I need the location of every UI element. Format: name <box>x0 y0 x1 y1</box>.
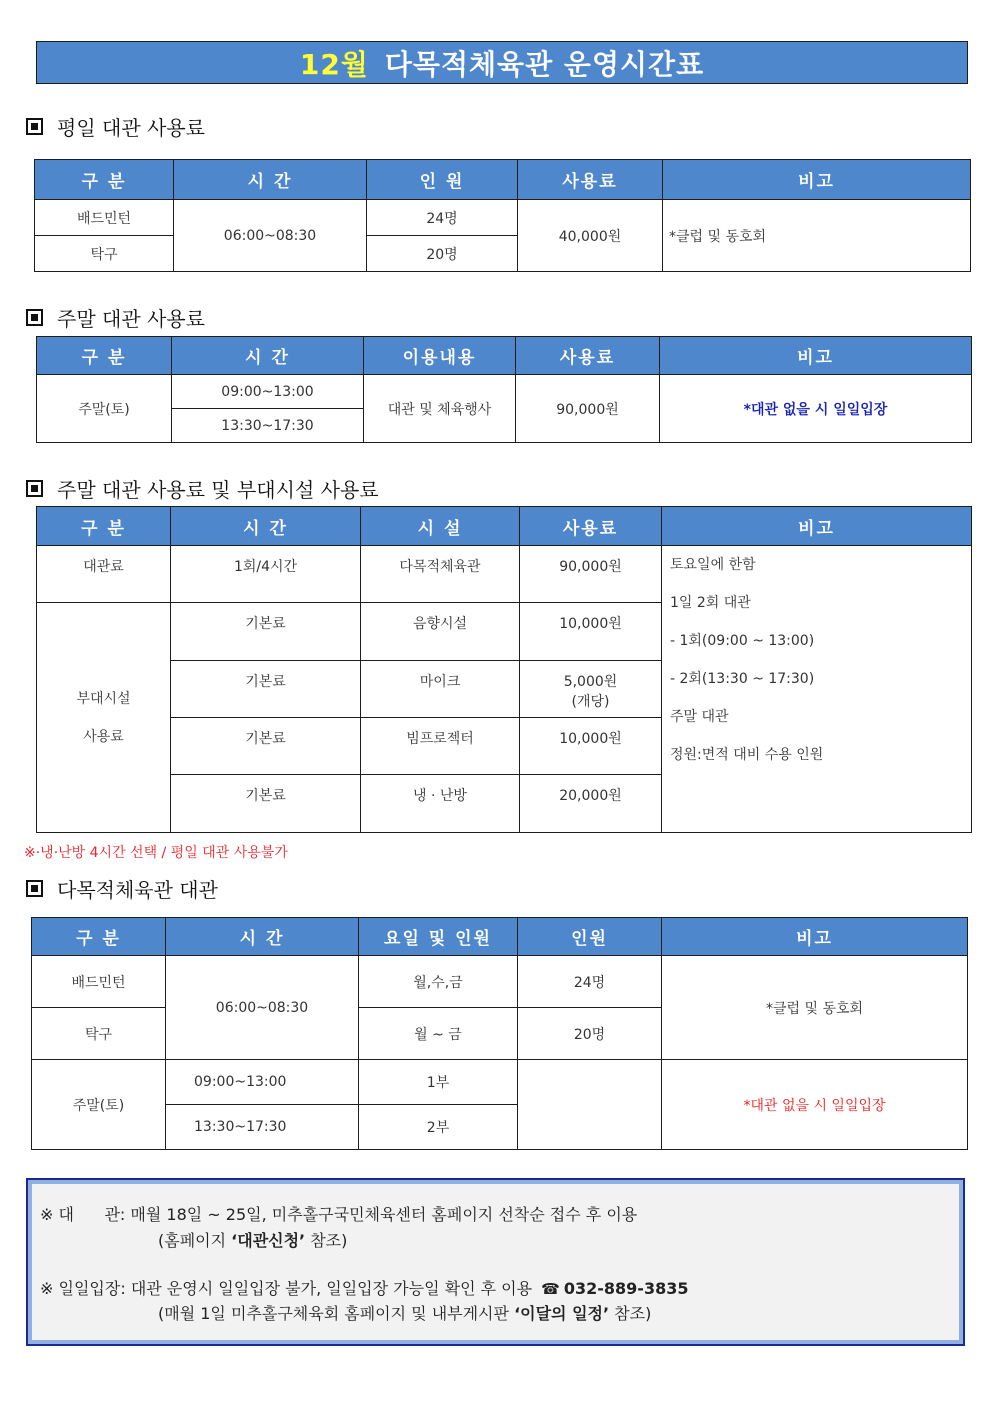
note-text: 대관 운영시 일일입장 불가, 일일입장 가능일 확인 후 이용 <box>130 1279 533 1298</box>
remark-line: 토요일에 한함 <box>670 557 756 573</box>
cell-remark <box>662 546 972 833</box>
header-people: 인원 <box>518 918 662 956</box>
cell-people: 20명 <box>367 236 518 272</box>
cell-category: 대관료 <box>37 546 171 603</box>
square-bullet-icon <box>26 309 43 326</box>
cell-category: 주말(토) <box>37 375 172 443</box>
cell-time: 13:30~17:30 <box>172 409 364 443</box>
cell-fee: 20,000원 <box>520 775 662 833</box>
header-remark: 비고 <box>662 918 968 956</box>
section-heading-weekday <box>26 112 205 141</box>
cell-time: 09:00~13:00 <box>166 1060 359 1105</box>
header-category: 구 분 <box>37 337 172 375</box>
cell-time: 06:00~08:30 <box>174 200 367 272</box>
title-text: 다목적체육관 운영시간표 <box>384 47 705 81</box>
note-daily <box>40 1276 688 1299</box>
cell-part: 1부 <box>359 1060 518 1105</box>
table-row <box>32 1060 968 1105</box>
heading-text: 평일 대관 사용료 <box>57 116 205 140</box>
note-rental <box>40 1202 637 1225</box>
header-days: 요일 및 인원 <box>359 918 518 956</box>
header-fee: 사용료 <box>518 160 663 200</box>
header-facility: 시 설 <box>361 507 520 546</box>
remark-line: - 1회(09:00 ~ 13:00) <box>670 633 815 649</box>
remark-line: - 2회(13:30 ~ 17:30) <box>670 671 815 687</box>
cell-fee: 10,000원 <box>520 718 662 775</box>
title-month: 12월 <box>299 47 369 81</box>
square-bullet-icon <box>26 480 43 497</box>
cell-facility: 다목적체육관 <box>361 546 520 603</box>
cell-people-empty <box>518 1060 662 1150</box>
header-fee: 사용료 <box>516 337 660 375</box>
table-row <box>32 956 968 1008</box>
footnote-hvac: ※·냉·난방 4시간 선택 / 평일 대관 사용불가 <box>24 845 288 861</box>
note-sub-text: (매월 1일 미추홀구체육회 홈페이지 및 내부게시판 <box>158 1304 515 1323</box>
header-remark: 비고 <box>660 337 972 375</box>
cell-category: 배드민턴 <box>35 200 174 236</box>
header-remark: 비고 <box>662 507 972 546</box>
cell-days: 월 ~ 금 <box>359 1008 518 1060</box>
cell-category: 탁구 <box>35 236 174 272</box>
header-people: 인 원 <box>367 160 518 200</box>
cell-time: 13:30~17:30 <box>166 1105 359 1150</box>
cell-remark: *대관 없을 시 일일입장 <box>660 375 972 443</box>
heading-text: 주말 대관 사용료 <box>57 307 205 331</box>
cell-fee: 90,000원 <box>520 546 662 603</box>
cell-fee: 90,000원 <box>516 375 660 443</box>
cell-remark: *대관 없을 시 일일입장 <box>662 1060 968 1150</box>
weekday-fee-table <box>34 159 971 272</box>
header-remark: 비고 <box>663 160 971 200</box>
note-sub-bold: ‘대관신청’ <box>231 1231 306 1250</box>
header-time: 시 간 <box>171 507 361 546</box>
cell-facility: 빔프로젝터 <box>361 718 520 775</box>
header-time: 시 간 <box>166 918 359 956</box>
header-time: 시 간 <box>172 337 364 375</box>
cell-time: 09:00~13:00 <box>172 375 364 409</box>
cell-category: 탁구 <box>32 1008 166 1060</box>
note-rental-sub <box>158 1228 347 1251</box>
note-sub-text: (홈페이지 <box>158 1231 232 1250</box>
cell-time: 06:00~08:30 <box>166 956 359 1060</box>
extra-category-line: 사용료 <box>83 728 124 745</box>
phone-number: 032-889-3835 <box>563 1279 689 1298</box>
cell-usage: 대관 및 체육행사 <box>364 375 516 443</box>
remark-line: 정원:면적 대비 수용 인원 <box>670 747 824 763</box>
cell-extra-category <box>37 603 171 833</box>
cell-people: 20명 <box>518 1008 662 1060</box>
heading-text: 다목적체육관 대관 <box>57 878 218 902</box>
square-bullet-icon <box>26 880 43 897</box>
remark-line: 주말 대관 <box>670 709 729 725</box>
square-bullet-icon <box>26 118 43 135</box>
note-sub-text: 참조) <box>609 1304 652 1323</box>
note-sub-text: 참조) <box>305 1231 348 1250</box>
cell-facility: 음향시설 <box>361 603 520 661</box>
cell-facility: 냉 · 난방 <box>361 775 520 833</box>
cell-category: 주말(토) <box>32 1060 166 1150</box>
remark-line: 1일 2회 대관 <box>670 595 751 611</box>
table-row <box>35 200 971 236</box>
header-category: 구 분 <box>35 160 174 200</box>
cell-fee: 10,000원 <box>520 603 662 661</box>
notes-box <box>26 1178 965 1346</box>
cell-time: 1회/4시간 <box>171 546 361 603</box>
cell-fee <box>520 661 662 718</box>
facility-fee-table <box>36 506 972 833</box>
cell-time: 기본료 <box>171 603 361 661</box>
cell-people: 24명 <box>518 956 662 1008</box>
cell-people: 24명 <box>367 200 518 236</box>
note-text: 매월 18일 ~ 25일, 미추홀구국민체육센터 홈페이지 선착순 접수 후 이용 <box>130 1205 638 1224</box>
cell-fee: 40,000원 <box>518 200 663 272</box>
section-heading-gym <box>26 874 218 903</box>
section-heading-weekend <box>26 303 205 332</box>
page-title <box>36 41 968 84</box>
cell-time: 기본료 <box>171 661 361 718</box>
fee-note: (개당) <box>571 694 610 710</box>
cell-remark: *클럽 및 동호회 <box>663 200 971 272</box>
cell-part: 2부 <box>359 1105 518 1150</box>
section-heading-facilities <box>26 474 379 503</box>
header-usage: 이용내용 <box>364 337 516 375</box>
note-sub-bold: ‘이달의 일정’ <box>514 1304 610 1323</box>
table-row <box>37 546 972 603</box>
note-daily-sub <box>158 1301 651 1324</box>
cell-time: 기본료 <box>171 718 361 775</box>
weekend-fee-table <box>36 336 972 443</box>
header-fee: 사용료 <box>520 507 662 546</box>
extra-category-line: 부대시설 <box>76 690 131 707</box>
note-label: ※ 대 관: <box>40 1205 126 1224</box>
cell-time: 기본료 <box>171 775 361 833</box>
header-category: 구 분 <box>32 918 166 956</box>
header-category: 구 분 <box>37 507 171 546</box>
heading-text: 주말 대관 사용료 및 부대시설 사용료 <box>57 478 379 502</box>
cell-category: 배드민턴 <box>32 956 166 1008</box>
cell-remark: *클럽 및 동호회 <box>662 956 968 1060</box>
header-time: 시 간 <box>174 160 367 200</box>
phone-icon: ☎ <box>541 1280 560 1298</box>
table-row <box>37 375 972 409</box>
note-label: ※ 일일입장: <box>40 1279 126 1298</box>
cell-days: 월,수,금 <box>359 956 518 1008</box>
cell-facility: 마이크 <box>361 661 520 718</box>
gym-rental-table <box>31 917 968 1150</box>
fee-value: 5,000원 <box>563 674 618 690</box>
